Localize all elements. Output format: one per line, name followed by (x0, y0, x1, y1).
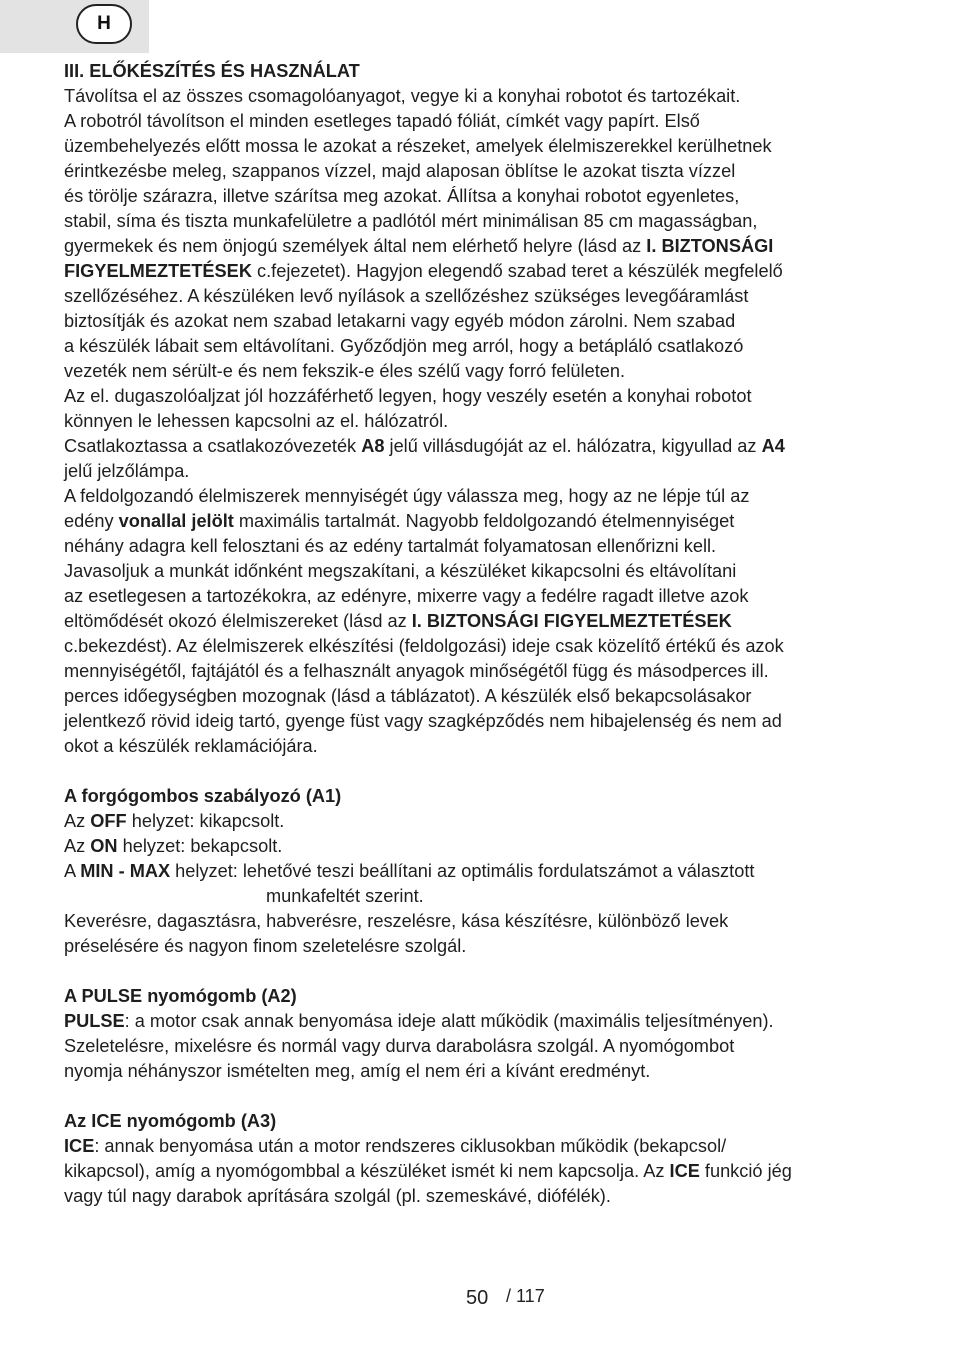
text-line (64, 634, 894, 659)
bold-text: A PULSE nyomógomb (A2) (64, 986, 297, 1006)
text-line (64, 884, 894, 909)
text-span: gyermekek és nem önjogú személyek által nem elérhető helyre (lásd az (64, 236, 647, 256)
text-span: szellőzéséhez. A készüléken levő nyílások a szellőzéshez szükséges levegőáramlást (64, 286, 749, 306)
text-line (64, 234, 894, 259)
text-line (64, 109, 894, 134)
text-span: nyomja néhányszor ismételten meg, amíg el nem éri a kívánt eredményt. (64, 1061, 651, 1081)
text-line (64, 1109, 894, 1134)
text-line (64, 1159, 894, 1184)
text-span: üzembehelyezés előtt mossa le azokat a részeket, amelyek élelmiszerekkel kerülhetnek (64, 136, 772, 156)
text-line (64, 909, 894, 934)
text-line (64, 1009, 894, 1034)
bold-text: OFF (90, 811, 127, 831)
text-line (64, 584, 894, 609)
text-span: edény (64, 511, 119, 531)
text-line (64, 59, 894, 84)
text-span: jelű villásdugóját az el. hálózatra, kigyullad az (384, 436, 762, 456)
text-line (64, 209, 894, 234)
text-line (64, 834, 894, 859)
text-span: : a motor csak annak benyomása ideje alatt működik (maximális teljesítményen). (124, 1011, 774, 1031)
text-span: Keverésre, dagasztásra, habverésre, reszelésre, kása készítésre, különböző levek (64, 911, 729, 931)
bold-text: ICE (64, 1136, 95, 1156)
text-line (64, 259, 894, 284)
bold-text: III. ELŐKÉSZÍTÉS ÉS HASZNÁLAT (64, 61, 360, 81)
text-line (64, 1134, 894, 1159)
text-line (64, 809, 894, 834)
bold-text: FIGYELMEZTETÉSEK (64, 261, 252, 281)
text-span: Az (64, 811, 91, 831)
text-span: vagy túl nagy darabok aprítására szolgál (pl. szemeskávé, diófélék). (64, 1186, 611, 1206)
language-badge: H (76, 4, 132, 44)
text-line (64, 534, 894, 559)
text-span: okot a készülék reklamációjára. (64, 736, 318, 756)
text-line (64, 759, 894, 784)
page-footer (0, 1284, 954, 1314)
text-span: munkafeltét szerint. (266, 886, 424, 906)
text-span: : annak benyomása után a motor rendszeres ciklusokban működik (bekapcsol/ (94, 1136, 727, 1156)
text-span: Az el. dugaszolóaljzat jól hozzáférhető legyen, hogy veszély esetén a konyhai robotot (64, 386, 752, 406)
text-line (64, 709, 894, 734)
text-line (64, 434, 894, 459)
text-span: helyzet: bekapcsolt. (117, 836, 283, 856)
text-line (64, 1034, 894, 1059)
text-line (64, 459, 894, 484)
text-line (64, 1059, 894, 1084)
language-tab (0, 0, 149, 53)
text-line (64, 984, 894, 1009)
text-line (64, 509, 894, 534)
bold-text: PULSE (64, 1011, 125, 1031)
text-line (64, 609, 894, 634)
text-span: helyzet: lehetővé teszi beállítani az optimális fordulatszámot a választott (170, 861, 755, 881)
text-span: a készülék lábait sem eltávolítani. Győződjön meg arról, hogy a betápláló csatlakozó (64, 336, 744, 356)
text-span: néhány adagra kell felosztani és az edény tartalmát folyamatosan ellenőrizni kell. (64, 536, 717, 556)
bold-text: vonallal jelölt (118, 511, 234, 531)
text-span: kikapcsol), amíg a nyomógombbal a készüléket ismét ki nem kapcsolja. Az (64, 1161, 670, 1181)
text-span: Csatlakoztassa a csatlakozóvezeték (64, 436, 362, 456)
text-line (64, 659, 894, 684)
bold-text: I. BIZTONSÁGI FIGYELMEZTETÉSEK (411, 611, 732, 631)
text-span: c.bekezdést). Az élelmiszerek elkészítési (feldolgozási) ideje csak közelítő értékű és azok (64, 636, 784, 656)
page-number: 50 (466, 1287, 489, 1309)
bold-text: A4 (761, 436, 785, 456)
text-span: A (64, 861, 81, 881)
text-span: mennyiségétől, fajtájától és a felhasznált anyagok minőségétől függ és másodperces ill. (64, 661, 769, 681)
text-line (64, 484, 894, 509)
bold-text: A8 (361, 436, 385, 456)
text-line (64, 334, 894, 359)
bold-text: ON (90, 836, 118, 856)
text-line (64, 184, 894, 209)
bold-text: ICE (669, 1161, 700, 1181)
text-line (64, 859, 894, 884)
text-span: és törölje szárazra, illetve szárítsa meg azokat. Állítsa a konyhai robotot egyenletes, (64, 186, 740, 206)
text-span: helyzet: kikapcsolt. (126, 811, 285, 831)
text-span: préselésére és nagyon finom szeletelésre szolgál. (64, 936, 467, 956)
text-line (64, 934, 894, 959)
text-span: A robotról távolítson el minden esetleges tapadó fóliát, címkét vagy papírt. Első (64, 111, 700, 131)
text-line (64, 1084, 894, 1109)
text-span: jelű jelzőlámpa. (64, 461, 190, 481)
text-span: vezeték nem sérült-e és nem fekszik-e éles szélű vagy forró felületen. (64, 361, 626, 381)
text-span: funkció jég (699, 1161, 792, 1181)
text-span: könnyen le lehessen kapcsolni az el. hálózatról. (64, 411, 449, 431)
text-span: jelentkező rövid ideig tartó, gyenge füst vagy szagképződés nem hibajelenség és nem ad (64, 711, 782, 731)
text-line (64, 1184, 894, 1209)
text-line (64, 959, 894, 984)
text-span: biztosítják és azokat nem szabad letakarni vagy egyéb módon zárolni. Nem szabad (64, 311, 736, 331)
bold-text: Az ICE nyomógomb (A3) (64, 1111, 277, 1131)
text-span: perces időegységben mozognak (lásd a táblázatot). A készülék első bekapcsolásakor (64, 686, 752, 706)
text-line (64, 559, 894, 584)
text-line (64, 409, 894, 434)
bold-text: MIN - MAX (80, 861, 171, 881)
text-line (64, 159, 894, 184)
bold-text: A forgógombos szabályozó (A1) (64, 786, 342, 806)
text-span: Szeletelésre, mixelésre és normál vagy durva darabolásra szolgál. A nyomógombot (64, 1036, 735, 1056)
text-line (64, 359, 894, 384)
text-line (64, 309, 894, 334)
text-span: érintkezésbe meleg, szappanos vízzel, majd alaposan öblítse le azokat tiszta vízzel (64, 161, 736, 181)
text-span: stabil, síma és tiszta munkafelületre a padlótól mért minimálisan 85 cm magasságban, (64, 211, 758, 231)
text-line (64, 84, 894, 109)
text-span: az esetlegesen a tartozékokra, az edényre, mixerre vagy a fedélre ragadt illetve azok (64, 586, 749, 606)
text-span: c.fejezetet). Hagyjon elegendő szabad teret a készülék megfelelő (251, 261, 783, 281)
page-total: / 117 (506, 1286, 545, 1306)
text-line (64, 384, 894, 409)
document-body (64, 59, 894, 1209)
text-span: maximális tartalmát. Nagyobb feldolgozandó ételmennyiséget (233, 511, 735, 531)
text-line (64, 784, 894, 809)
text-span: A feldolgozandó élelmiszerek mennyiségét úgy válassza meg, hogy az ne lépje túl az (64, 486, 750, 506)
text-line (64, 684, 894, 709)
text-span: Távolítsa el az összes csomagolóanyagot, vegye ki a konyhai robotot és tartozékait. (64, 86, 741, 106)
text-span: Javasoljuk a munkát időnként megszakítani, a készüléket kikapcsolni és eltávolítani (64, 561, 737, 581)
text-line (64, 734, 894, 759)
text-span: eltömődését okozó élelmiszereket (lásd az (64, 611, 412, 631)
text-span: Az (64, 836, 91, 856)
text-line (64, 284, 894, 309)
text-line (64, 134, 894, 159)
bold-text: I. BIZTONSÁGI (646, 236, 774, 256)
